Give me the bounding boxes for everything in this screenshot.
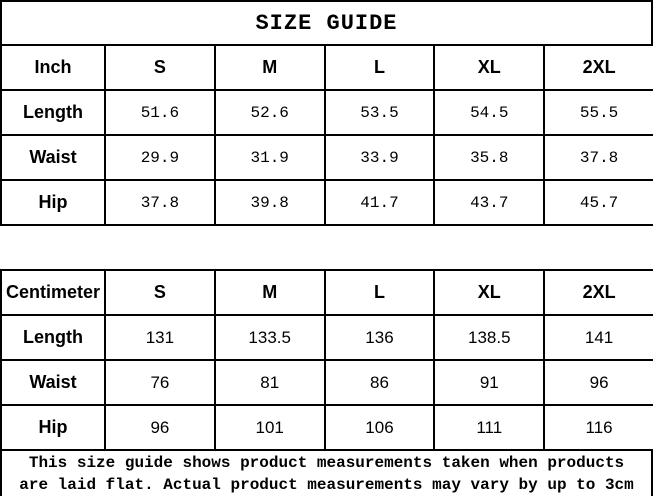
value-cell: 45.7	[544, 180, 653, 225]
value-cell: 101	[215, 405, 325, 450]
inch-header-row	[1, 45, 653, 90]
value-cell: 141	[544, 315, 653, 360]
disclaimer-line-1: This size guide shows product measurements taken when products	[28, 454, 625, 472]
value-cell: 53.5	[325, 90, 435, 135]
size-header-xl: XL	[434, 270, 544, 315]
size-header-xl: XL	[434, 45, 544, 90]
value-cell: 116	[544, 405, 653, 450]
value-cell: 35.8	[434, 135, 544, 180]
size-header-l: L	[325, 45, 435, 90]
cm-length-row	[1, 315, 653, 360]
value-cell: 54.5	[434, 90, 544, 135]
value-cell: 96	[105, 405, 215, 450]
value-cell: 91	[434, 360, 544, 405]
cm-waist-row	[1, 360, 653, 405]
value-cell: 33.9	[325, 135, 435, 180]
value-cell: 52.6	[215, 90, 325, 135]
value-cell: 81	[215, 360, 325, 405]
measurement-label: Hip	[1, 180, 105, 225]
measurement-label: Length	[1, 315, 105, 360]
inch-length-row	[1, 90, 653, 135]
disclaimer-line-2: are laid flat. Actual product measurements may vary by up to 3cm	[19, 476, 634, 494]
table-separator-gap	[0, 226, 653, 269]
size-guide-disclaimer	[0, 451, 653, 496]
size-header-m: M	[215, 45, 325, 90]
cm-unit-header: Centimeter	[1, 270, 105, 315]
size-header-2xl: 2XL	[544, 270, 653, 315]
inch-hip-row	[1, 180, 653, 225]
value-cell: 106	[325, 405, 435, 450]
value-cell: 111	[434, 405, 544, 450]
value-cell: 51.6	[105, 90, 215, 135]
measurement-label: Length	[1, 90, 105, 135]
measurement-label: Hip	[1, 405, 105, 450]
value-cell: 43.7	[434, 180, 544, 225]
value-cell: 133.5	[215, 315, 325, 360]
inch-size-table	[0, 44, 653, 226]
value-cell: 39.8	[215, 180, 325, 225]
value-cell: 96	[544, 360, 653, 405]
value-cell: 76	[105, 360, 215, 405]
value-cell: 86	[325, 360, 435, 405]
centimeter-size-table	[0, 269, 653, 451]
value-cell: 136	[325, 315, 435, 360]
value-cell: 31.9	[215, 135, 325, 180]
value-cell: 55.5	[544, 90, 653, 135]
cm-hip-row	[1, 405, 653, 450]
size-header-s: S	[105, 270, 215, 315]
size-header-s: S	[105, 45, 215, 90]
inch-unit-header: Inch	[1, 45, 105, 90]
value-cell: 37.8	[105, 180, 215, 225]
value-cell: 37.8	[544, 135, 653, 180]
value-cell: 138.5	[434, 315, 544, 360]
size-header-l: L	[325, 270, 435, 315]
measurement-label: Waist	[1, 135, 105, 180]
value-cell: 41.7	[325, 180, 435, 225]
size-header-m: M	[215, 270, 325, 315]
value-cell: 29.9	[105, 135, 215, 180]
size-header-2xl: 2XL	[544, 45, 653, 90]
size-guide-title: SIZE GUIDE	[0, 0, 653, 44]
value-cell: 131	[105, 315, 215, 360]
measurement-label: Waist	[1, 360, 105, 405]
inch-waist-row	[1, 135, 653, 180]
cm-header-row	[1, 270, 653, 315]
